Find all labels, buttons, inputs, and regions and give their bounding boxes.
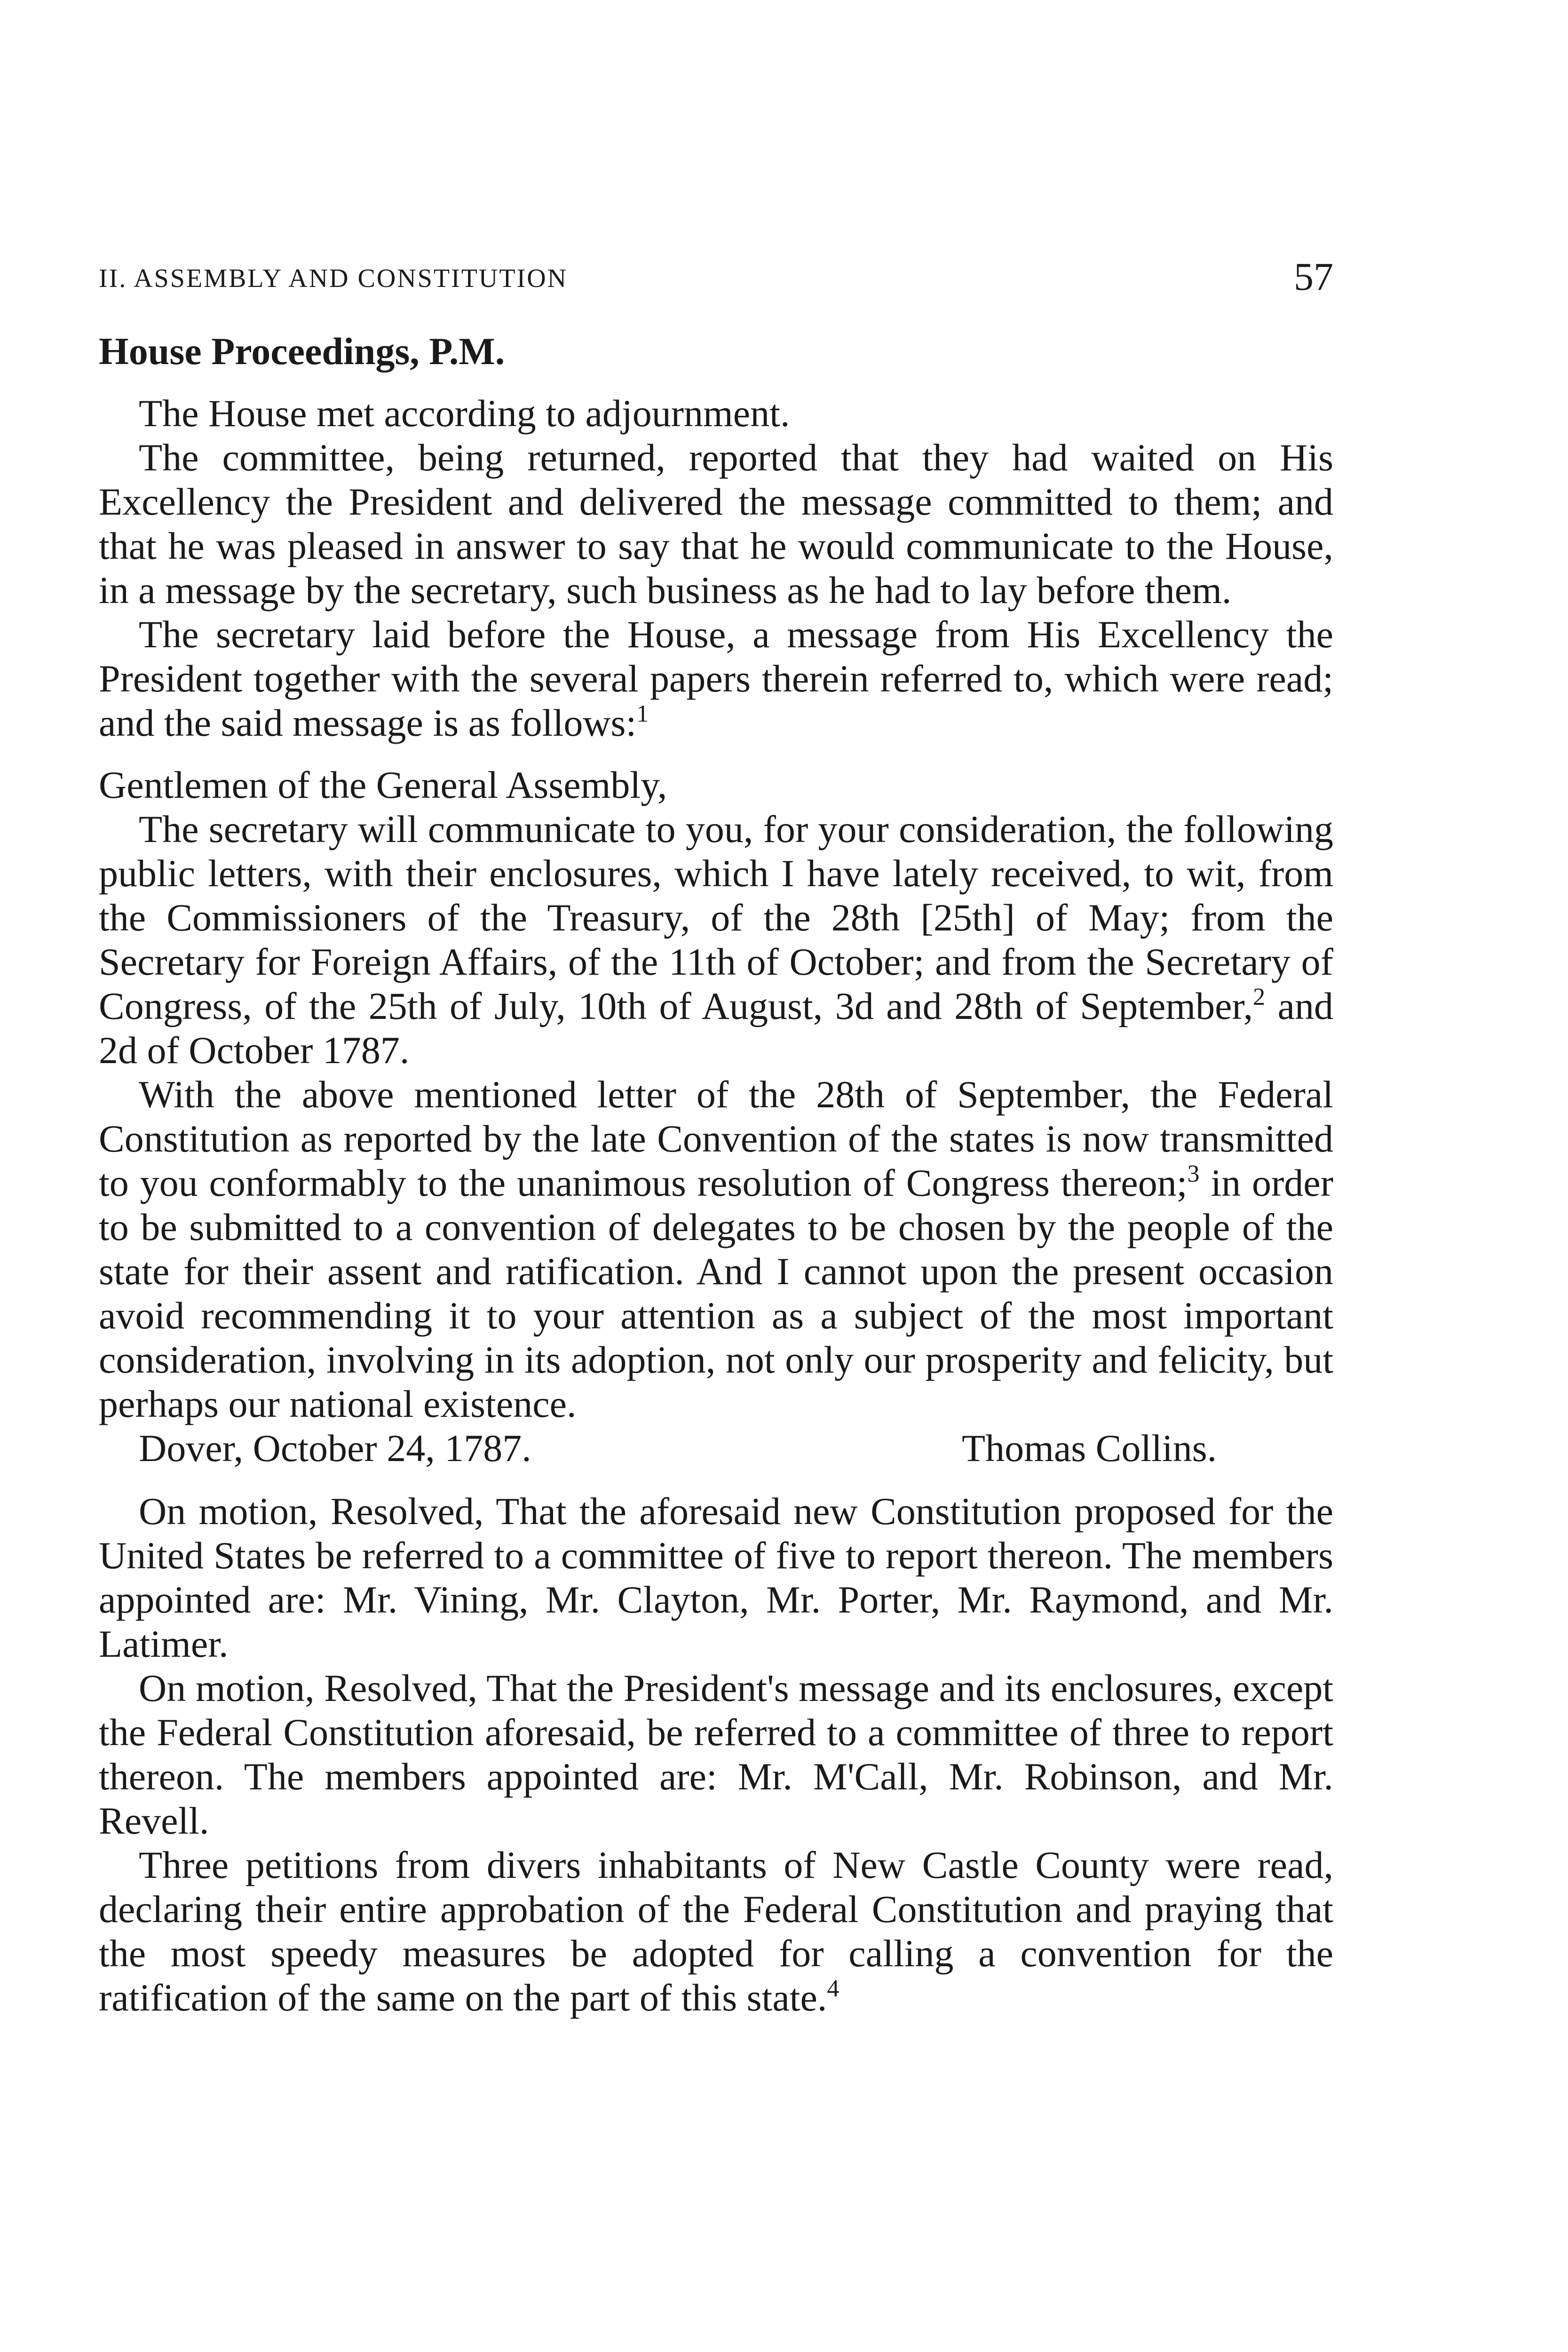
footnote-marker: 2 [1253,984,1266,1010]
paragraph-text: and 2d of October 1787. [99,985,1333,1072]
paragraph-text: The secretary laid before the House, a message from His Excellency the President together with the several papers therein referred to, which were read; and the said message is as follows: [99,613,1333,744]
paragraph-text: in order to be submitted to a convention of delegates to be chosen by the people of the state for their assent and ratification. And I cannot upon the present occasion avoid recommending it to your attention as a subject of the most important consideration, involving in its adoption, not only our prosperity and felicity, but perhaps our national existence. [99,1161,1333,1425]
footnote-marker: 4 [827,1975,839,2002]
salutation: Gentlemen of the General Assembly, [99,763,667,806]
paragraph-public-letters [99,807,1333,1073]
page-number: 57 [1294,255,1333,299]
paragraph-text: The secretary will communicate to you, for your consideration, the following public letters, with their enclosures, which I have lately received, to wit, from the Commissioners of the Treasury, of the 28th [25th] of May; from the Secretary for Foreign Affairs, of the 11th of October; and from the Secretary of Congress, of the 25th of July, 10th of August, 3d and 28th of September, [99,808,1333,1027]
paragraph-adjournment: The House met according to adjournment. [139,392,790,435]
signature-line [99,1426,1333,1470]
signer-name: Thomas Collins. [962,1427,1217,1470]
paragraph-federal-constitution [99,1073,1333,1426]
running-head [99,254,1333,299]
footnote-marker: 1 [636,700,649,727]
running-title: II. ASSEMBLY AND CONSTITUTION [99,264,568,293]
paragraph-text: With the above mentioned letter of the 28th of September, the Federal Constitution as reported by the late Convention of the states is now transmitted to you conformably to the unanimous resolution of Congress thereon; [99,1073,1333,1204]
paragraph-resolution-constitution: On motion, Resolved, That the aforesaid new Constitution proposed for the United States be referred to a committee of five to report thereon. The members appointed are: Mr. Vining, Mr. Clayton, Mr. Porter, Mr. Raymond, and Mr. Latimer. [99,1490,1333,1665]
paragraph-secretary-message [99,612,1333,745]
paragraph-resolution-message: On motion, Resolved, That the President's message and its enclosures, except the Federal Constitution aforesaid, be referred to a committee of three to report thereon. The members appointed are: Mr. M'Call, Mr. Robinson, and Mr. Revell. [99,1667,1333,1842]
paragraph-committee-report: The committee, being returned, reported that they had waited on His Excellency the President and delivered the message committed to them; and that he was pleased in answer to say that he would communicate to the House, in a message by the secretary, such business as he had to lay before them. [99,436,1333,612]
place-date: Dover, October 24, 1787. [139,1427,531,1470]
section-heading: House Proceedings, P.M. [99,330,505,373]
paragraph-text: Three petitions from divers inhabitants of New Castle County were read, declaring their entire approbation of the Federal Constitution and praying that the most speedy measures be adopted for calling a convention for the ratification of the same on the part of this state. [99,1843,1333,2019]
paragraph-petitions [99,1843,1333,2020]
page-body [99,329,1333,2020]
footnote-marker: 3 [1187,1160,1200,1187]
